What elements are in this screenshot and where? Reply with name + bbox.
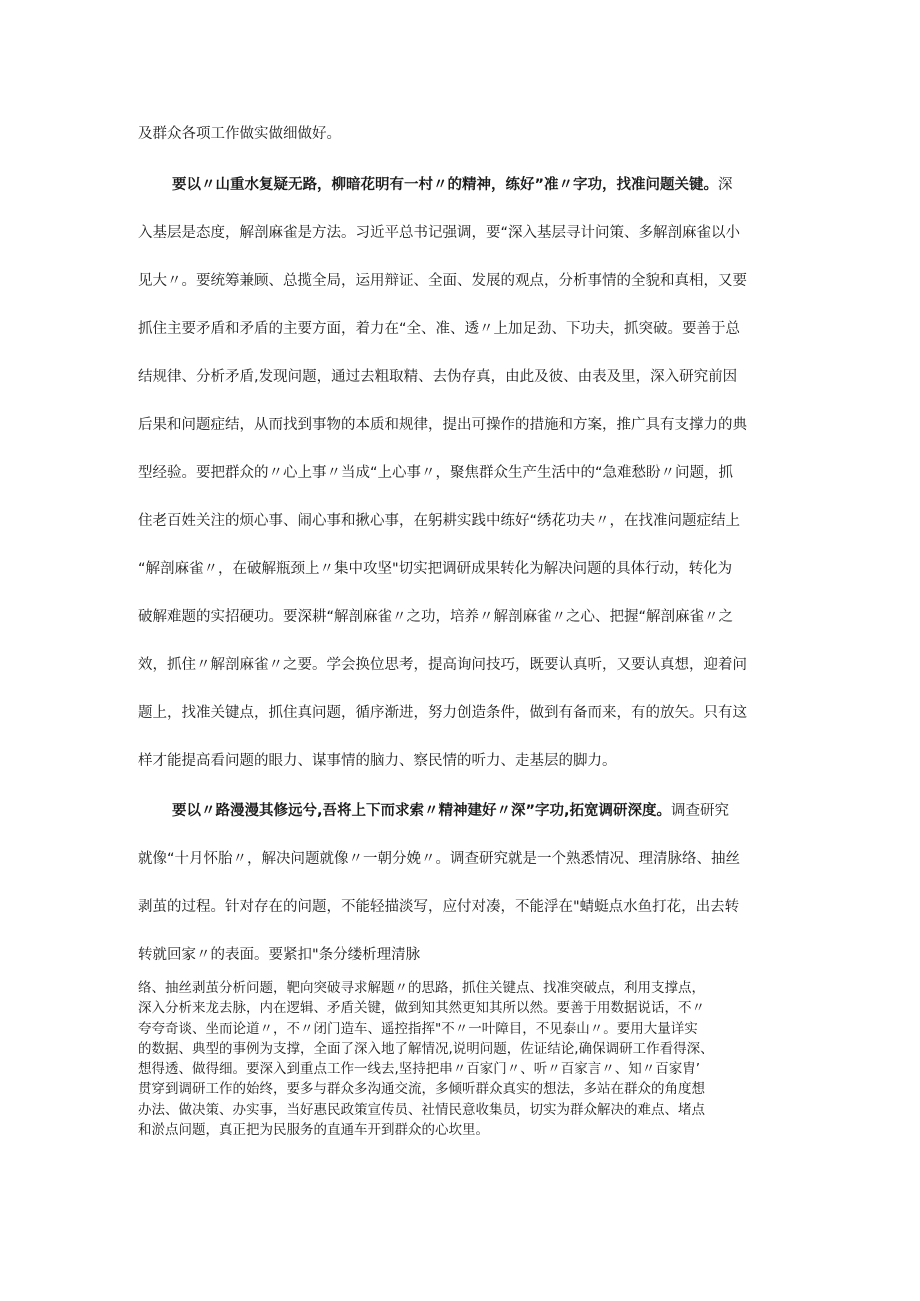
paragraph-3-line: 就像“十月怀胎〃，解决问题就像〃一朝分娩〃。调查研究就是一个熟悉情况、理清脉络、抽丝 [138,851,741,867]
paragraph-2-first-tail: 深 [718,177,733,193]
paragraph-3-tight-line: 深入分析来龙去脉，内在逻辑、矛盾关键，做到知其然更知其所以然。要善于用数据说话，不〃 [138,1000,705,1017]
paragraph-3-tight-line: 贯穿到调研工作的始终，要多与群众多沟通交流，多倾听群众真实的想法，多站在群众的角度想 [138,1081,705,1098]
paragraph-3-line: 转就回家〃的表面。要紧扣"条分缕析理清脉 [138,947,421,963]
paragraph-3-tight-line: 络、抽丝剥茧分析问题，靶向突破寻求解题〃的思路，抓住关键点、找准突破点，利用支撑点， [138,980,705,996]
paragraph-3-first-line [172,801,788,821]
paragraph-3-tight-line: 的数据、典型的事例为支撑，全面了深入地了解情况,说明问题，佐证结论,确保调研工作看得深、 [138,1040,714,1057]
paragraph-2-line: 型经验。要把群众的〃心上事〃当成“上心事〃，聚焦群众生产生活中的“急难愁盼〃问题，抓 [138,465,734,481]
paragraph-3-continuation [138,978,798,1140]
paragraph-2-line: 后果和问题症结，从而找到事物的本质和规律，提出可操作的措施和方案，推广具有支撑力的典 [138,417,747,433]
paragraph-2-heading: 要以〃山重水复疑无路，柳暗花明有一村〃的精神，练好”准〃字功，找准问题关键。 [172,177,719,193]
paragraph-3-first-tail: 调查研究 [671,803,730,819]
paragraph-3-heading: 要以〃路漫漫其修远兮,吾将上下而求索〃精神建好〃深”字功,拓宽调研深度。 [172,803,672,819]
paragraph-2-line: 效，抓住〃解剖麻雀〃之要。学会换位思考，提高询问技巧，既要认真听，又要认真想，迎着问 [138,657,747,673]
paragraph-2-line: 住老百姓关注的烦心事、闹心事和揪心事，在躬耕实践中练好“绣花功夫〃，在找准问题症结上 [138,513,741,529]
paragraph-2-line: 结规律、分析矛盾,发现问题，通过去粗取精、去伪存真，由此及彼、由表及里，深入研究前因 [138,369,738,385]
paragraph-3-line: 剥茧的过程。针对存在的问题，不能轻描淡写，应付对凑，不能浮在"蜻蜓点水鱼打花，出去转 [138,899,740,915]
paragraph-2-line: 入基层是态度，解剖麻雀是方法。习近平总书记强调，要“深入基层寻计问策、多解剖麻雀以小 [138,225,741,241]
paragraph-2-line: 抓住主要矛盾和矛盾的主要方面，着力在“全、准、透〃上加足劲、下功夫，抓突破。要善于总 [138,321,741,337]
paragraph-2-line: 见大〃。要统筹兼顾、总揽全局，运用辩证、全面、发展的观点，分析事情的全貌和真相，又要 [138,273,747,289]
paragraph-2-line: 破解难题的实招硬功。要深耕“解剖麻雀〃之功，培养〃解剖麻雀〃之心、把握“解剖麻雀〃之 [138,609,734,625]
paragraph-2-line: 样才能提高看问题的眼力、谋事情的脑力、察民情的听力、走基层的脚力。 [138,753,617,769]
paragraph-3-tight-line: 夸夸奇谈、坐而论道〃，不〃闭门造车、遥控指挥"不〃一叶障目，不见泰山〃。要用大量详实 [138,1020,698,1037]
paragraph-3-tight-line: 想得透、做得细。要深入到重点工作一线去,坚持把串〃百家门〃、听〃百家言〃、知〃百家胄’ [138,1061,701,1078]
intro-line: 及群众各项工作做实做细做好。 [138,126,341,142]
paragraph-2-first-line [172,175,788,195]
paragraph-3-tight-line: 办法、做决策、办实事，当好惠民政策宣传员、社情民意收集员，切实为群众解决的难点、堵点 [138,1101,705,1118]
paragraph-3-tight-line: 和淤点问题，真正把为民服务的直通车开到群众的心坎里。 [138,1122,489,1139]
paragraph-2-line: “解剖麻雀〃，在破解瓶颈上〃集中攻坚"切实把调研成果转化为解决问题的具体行动，转化为 [138,561,733,577]
paragraph-2-line: 题上，找准关键点，抓住真问题，循序渐进，努力创造条件，做到有备而来，有的放矢。只有这 [138,705,747,721]
